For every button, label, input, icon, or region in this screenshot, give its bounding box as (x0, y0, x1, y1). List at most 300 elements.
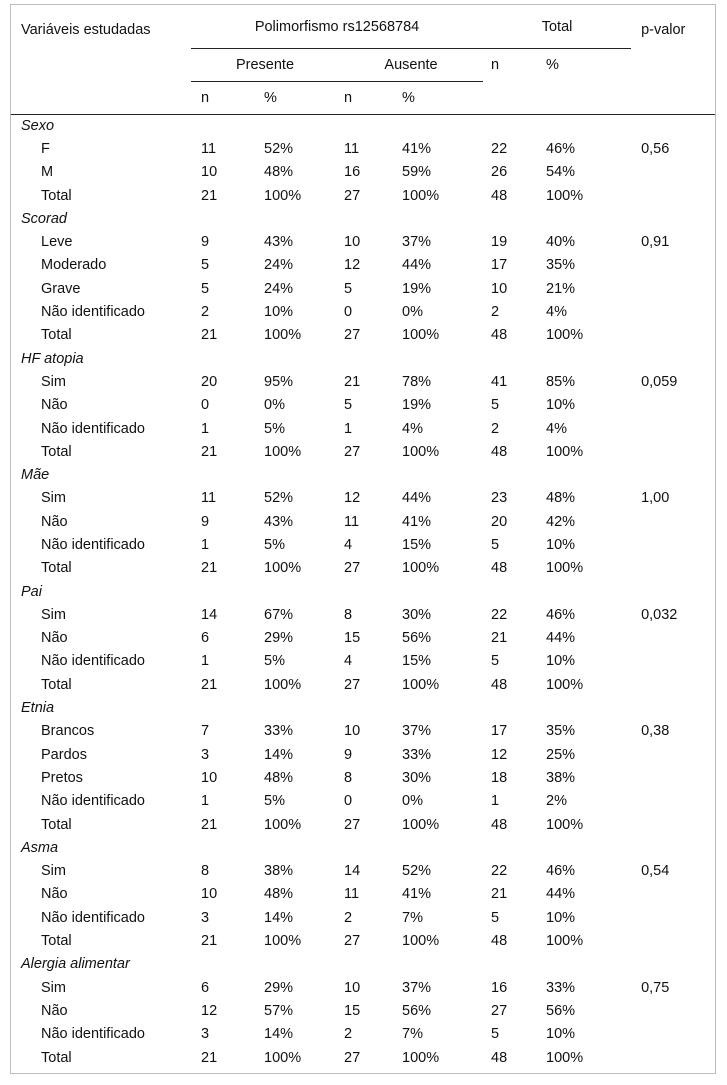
row-label: Grave (41, 280, 81, 297)
present-pct-cell: 52% (264, 490, 294, 507)
total-n-cell: 41 (491, 373, 508, 390)
empty-cell (339, 580, 397, 603)
results-table (11, 15, 715, 1069)
empty-cell (545, 836, 631, 859)
group-row (11, 696, 715, 719)
present-n-cell: 9 (201, 513, 210, 530)
table-row (11, 137, 715, 160)
total-pct-cell: 10% (546, 909, 576, 926)
empty-cell (631, 836, 715, 859)
table-row (11, 370, 715, 393)
table-row (11, 1046, 715, 1069)
total-pct-cell: 100% (546, 1049, 584, 1066)
total-n-cell: 5 (491, 909, 500, 926)
absent-n-cell: 4 (344, 536, 353, 553)
absent-n-cell: 1 (344, 420, 353, 437)
empty-cell (339, 953, 397, 976)
empty-cell (631, 207, 715, 230)
row-label: Não identificado (41, 653, 145, 670)
total-pct-cell: 48% (546, 490, 576, 507)
present-pct-cell: 14% (264, 1026, 294, 1043)
table-row (11, 999, 715, 1022)
table-row (11, 673, 715, 696)
pvalue-cell: 0,91 (641, 234, 670, 251)
table-row (11, 766, 715, 789)
empty-cell (254, 953, 339, 976)
pvalue-cell: 0,75 (641, 979, 670, 996)
present-n-cell: 11 (201, 490, 217, 507)
present-n-cell: 21 (201, 1049, 218, 1066)
row-label: F (41, 140, 50, 157)
empty-cell (631, 627, 715, 650)
row-label: Total (41, 676, 72, 693)
header-present-pct: % (254, 81, 339, 114)
total-pct-cell: 46% (546, 606, 576, 623)
present-n-cell: 3 (201, 746, 210, 763)
total-pct-cell: 100% (546, 933, 584, 950)
absent-pct-cell: 100% (402, 933, 440, 950)
present-n-cell: 1 (201, 793, 210, 810)
table-row (11, 324, 715, 347)
present-n-cell: 3 (201, 909, 210, 926)
total-pct-cell: 4% (546, 420, 568, 437)
empty-cell (254, 696, 339, 719)
total-n-cell: 21 (491, 886, 508, 903)
empty-cell (483, 580, 545, 603)
absent-pct-cell: 100% (402, 1049, 440, 1066)
present-pct-cell: 100% (264, 560, 302, 577)
empty-cell (631, 533, 715, 556)
empty-cell (631, 440, 715, 463)
total-n-cell: 27 (491, 1002, 508, 1019)
empty-cell (631, 510, 715, 533)
present-pct-cell: 38% (264, 863, 294, 880)
absent-n-cell: 10 (344, 979, 361, 996)
absent-n-cell: 8 (344, 769, 353, 786)
absent-pct-cell: 41% (402, 140, 432, 157)
empty-cell (631, 953, 715, 976)
present-n-cell: 5 (201, 257, 210, 274)
present-pct-cell: 67% (264, 606, 294, 623)
absent-n-cell: 0 (344, 304, 353, 321)
total-n-cell: 21 (491, 630, 508, 647)
present-pct-cell: 29% (264, 630, 294, 647)
table-header (11, 15, 715, 114)
total-n-cell: 48 (491, 816, 508, 833)
present-pct-cell: 100% (264, 816, 302, 833)
present-n-cell: 21 (201, 560, 218, 577)
absent-n-cell: 27 (344, 327, 361, 344)
absent-n-cell: 9 (344, 746, 353, 763)
present-pct-cell: 100% (264, 933, 302, 950)
pvalue-cell: 0,56 (641, 140, 670, 157)
table-row (11, 883, 715, 906)
absent-pct-cell: 15% (402, 653, 432, 670)
empty-cell (191, 207, 254, 230)
header-polymorphism (191, 15, 483, 48)
absent-pct-cell: 44% (402, 490, 432, 507)
header-absent-n: n (339, 81, 397, 114)
row-label: Total (41, 1049, 72, 1066)
present-n-cell: 21 (201, 327, 218, 344)
empty-cell (483, 463, 545, 486)
total-pct-cell: 10% (546, 653, 576, 670)
empty-cell (631, 347, 715, 370)
pvalue-cell: 0,059 (641, 373, 678, 390)
header-total-label: Total (541, 19, 573, 36)
total-pct-cell: 10% (546, 1026, 576, 1043)
absent-pct-cell: 4% (402, 420, 423, 437)
row-label: Não (41, 397, 68, 414)
table-row (11, 603, 715, 626)
present-n-cell: 14 (201, 606, 218, 623)
absent-n-cell: 10 (344, 234, 361, 251)
empty-cell (397, 580, 483, 603)
absent-n-cell: 27 (344, 443, 361, 460)
present-n-cell: 2 (201, 304, 210, 321)
absent-n-cell: 27 (344, 560, 361, 577)
empty-cell (631, 300, 715, 323)
total-n-cell: 48 (491, 187, 508, 204)
present-pct-cell: 5% (264, 653, 285, 670)
absent-pct-cell: 59% (402, 164, 432, 181)
present-pct-cell: 43% (264, 234, 294, 251)
table-body (11, 114, 715, 1069)
present-pct-cell: 24% (264, 280, 294, 297)
empty-cell (339, 696, 397, 719)
present-n-cell: 6 (201, 979, 210, 996)
empty-cell (631, 813, 715, 836)
present-pct-cell: 5% (264, 793, 285, 810)
present-n-cell: 20 (201, 373, 218, 390)
absent-n-cell: 11 (344, 140, 360, 157)
table-row (11, 743, 715, 766)
absent-n-cell: 11 (344, 513, 360, 530)
absent-n-cell: 2 (344, 1026, 353, 1043)
empty-cell (191, 696, 254, 719)
row-label: Moderado (41, 257, 107, 274)
present-n-cell: 10 (201, 769, 218, 786)
empty-cell (483, 207, 545, 230)
table-row (11, 790, 715, 813)
table-row (11, 184, 715, 207)
empty-cell (339, 347, 397, 370)
absent-n-cell: 4 (344, 653, 353, 670)
pvalue-cell: 1,00 (641, 490, 670, 507)
present-pct-cell: 48% (264, 769, 294, 786)
absent-pct-cell: 0% (402, 304, 423, 321)
row-label: Não (41, 886, 68, 903)
absent-n-cell: 27 (344, 933, 361, 950)
group-name: Sexo (21, 117, 55, 134)
present-pct-cell: 10% (264, 304, 294, 321)
table-row (11, 254, 715, 277)
header-polymorphism-label: Polimorfismo rs12568784 (254, 19, 420, 36)
total-pct-cell: 4% (546, 304, 568, 321)
present-pct-cell: 52% (264, 140, 294, 157)
present-pct-cell: 100% (264, 676, 302, 693)
row-label: Brancos (41, 723, 95, 740)
table-row (11, 417, 715, 440)
total-n-cell: 17 (491, 257, 508, 274)
empty-cell (483, 347, 545, 370)
empty-cell (191, 463, 254, 486)
empty-cell (631, 580, 715, 603)
total-pct-cell: 44% (546, 630, 576, 647)
empty-cell (397, 347, 483, 370)
empty-cell (545, 953, 631, 976)
absent-n-cell: 15 (344, 630, 361, 647)
row-label: Total (41, 327, 72, 344)
total-n-cell: 22 (491, 606, 508, 623)
absent-pct-cell: 15% (402, 536, 432, 553)
total-pct-cell: 2% (546, 793, 568, 810)
absent-n-cell: 27 (344, 816, 361, 833)
absent-n-cell: 0 (344, 793, 353, 810)
total-n-cell: 48 (491, 1049, 508, 1066)
absent-pct-cell: 33% (402, 746, 432, 763)
absent-pct-cell: 56% (402, 1002, 432, 1019)
total-n-cell: 1 (491, 793, 500, 810)
absent-n-cell: 2 (344, 909, 353, 926)
total-n-cell: 20 (491, 513, 508, 530)
table-row (11, 720, 715, 743)
empty-cell (631, 557, 715, 580)
present-pct-cell: 48% (264, 886, 294, 903)
empty-cell (339, 463, 397, 486)
table-row (11, 557, 715, 580)
present-pct-cell: 29% (264, 979, 294, 996)
empty-cell (397, 836, 483, 859)
table-row (11, 860, 715, 883)
absent-pct-cell: 37% (402, 979, 432, 996)
total-n-cell: 48 (491, 327, 508, 344)
total-pct-cell: 35% (546, 257, 576, 274)
header-present (191, 48, 339, 81)
total-pct-cell: 40% (546, 234, 576, 251)
total-n-cell: 2 (491, 304, 500, 321)
total-pct-cell: 46% (546, 863, 576, 880)
present-pct-cell: 5% (264, 536, 285, 553)
absent-pct-cell: 52% (402, 863, 432, 880)
empty-cell (631, 114, 715, 137)
total-pct-cell: 100% (546, 816, 584, 833)
present-n-cell: 0 (201, 397, 210, 414)
empty-cell (545, 207, 631, 230)
absent-n-cell: 16 (344, 164, 361, 181)
total-pct-cell: 38% (546, 769, 576, 786)
table-row (11, 300, 715, 323)
group-name: HF atopia (21, 350, 84, 367)
total-n-cell: 48 (491, 676, 508, 693)
absent-pct-cell: 0% (402, 793, 423, 810)
empty-cell (483, 696, 545, 719)
absent-n-cell: 12 (344, 257, 361, 274)
empty-cell (483, 953, 545, 976)
row-label: Total (41, 816, 72, 833)
pvalue-cell: 0,38 (641, 723, 670, 740)
row-label: Sim (41, 863, 66, 880)
group-row (11, 463, 715, 486)
row-label: Não identificado (41, 909, 145, 926)
present-n-cell: 21 (201, 933, 218, 950)
total-pct-cell: 10% (546, 397, 576, 414)
total-n-cell: 5 (491, 1026, 500, 1043)
group-name: Asma (21, 839, 59, 856)
row-label: Não identificado (41, 304, 145, 321)
present-n-cell: 10 (201, 164, 218, 181)
table-row (11, 394, 715, 417)
present-n-cell: 3 (201, 1026, 210, 1043)
empty-cell (339, 207, 397, 230)
empty-cell (397, 207, 483, 230)
table-row (11, 906, 715, 929)
empty-cell (631, 790, 715, 813)
table-row (11, 440, 715, 463)
table-row (11, 230, 715, 253)
row-label: M (41, 164, 54, 181)
present-n-cell: 11 (201, 140, 217, 157)
present-n-cell: 21 (201, 676, 218, 693)
total-n-cell: 16 (491, 979, 508, 996)
total-pct-cell: 100% (546, 187, 584, 204)
empty-cell (631, 417, 715, 440)
absent-pct-cell: 19% (402, 280, 432, 297)
header-absent-pct: % (397, 81, 483, 114)
empty-cell (254, 580, 339, 603)
empty-cell (545, 696, 631, 719)
total-n-cell: 17 (491, 723, 508, 740)
empty-cell (397, 114, 483, 137)
pvalue-cell: 0,54 (641, 863, 670, 880)
present-n-cell: 10 (201, 886, 218, 903)
empty-cell (631, 650, 715, 673)
total-pct-cell: 10% (546, 536, 576, 553)
table-row (11, 813, 715, 836)
table-row (11, 487, 715, 510)
row-label: Total (41, 187, 72, 204)
present-pct-cell: 100% (264, 187, 302, 204)
present-pct-cell: 100% (264, 327, 302, 344)
total-n-cell: 5 (491, 653, 500, 670)
group-name: Etnia (21, 700, 55, 717)
row-label: Não identificado (41, 1026, 145, 1043)
present-n-cell: 7 (201, 723, 210, 740)
total-pct-cell: 46% (546, 140, 576, 157)
row-label: Não identificado (41, 420, 145, 437)
absent-pct-cell: 19% (402, 397, 432, 414)
total-pct-cell: 56% (546, 1002, 576, 1019)
absent-pct-cell: 100% (402, 560, 440, 577)
total-pct-cell: 42% (546, 513, 576, 530)
total-pct-cell: 44% (546, 886, 576, 903)
present-pct-cell: 43% (264, 513, 294, 530)
present-n-cell: 12 (201, 1002, 218, 1019)
present-n-cell: 1 (201, 536, 210, 553)
empty-cell (631, 906, 715, 929)
empty-cell (483, 114, 545, 137)
total-n-cell: 12 (491, 746, 508, 763)
empty-cell (545, 580, 631, 603)
empty-cell (631, 184, 715, 207)
total-n-cell: 26 (491, 164, 508, 181)
empty-cell (631, 696, 715, 719)
row-label: Não (41, 513, 68, 530)
header-total-pct: % (545, 48, 631, 81)
row-label: Sim (41, 373, 66, 390)
total-pct-cell: 33% (546, 979, 576, 996)
empty-cell (339, 836, 397, 859)
present-n-cell: 1 (201, 420, 210, 437)
total-n-cell: 22 (491, 863, 508, 880)
total-n-cell: 10 (491, 280, 508, 297)
absent-pct-cell: 44% (402, 257, 432, 274)
row-label: Não (41, 630, 68, 647)
absent-n-cell: 14 (344, 863, 361, 880)
row-label: Total (41, 443, 72, 460)
total-pct-cell: 85% (546, 373, 576, 390)
present-pct-cell: 100% (264, 443, 302, 460)
absent-n-cell: 8 (344, 606, 353, 623)
absent-n-cell: 27 (344, 1049, 361, 1066)
header-blank-1 (483, 81, 545, 114)
absent-n-cell: 27 (344, 676, 361, 693)
absent-n-cell: 5 (344, 280, 353, 297)
absent-pct-cell: 100% (402, 443, 440, 460)
empty-cell (631, 161, 715, 184)
empty-cell (631, 463, 715, 486)
header-blank-2 (545, 81, 631, 114)
empty-cell (191, 836, 254, 859)
empty-cell (254, 114, 339, 137)
present-pct-cell: 33% (264, 723, 294, 740)
row-label: Total (41, 933, 72, 950)
group-name: Mãe (21, 467, 50, 484)
total-n-cell: 22 (491, 140, 508, 157)
present-n-cell: 21 (201, 187, 218, 204)
empty-cell (545, 347, 631, 370)
table-row (11, 510, 715, 533)
total-pct-cell: 100% (546, 676, 584, 693)
table-row (11, 627, 715, 650)
empty-cell (631, 929, 715, 952)
empty-cell (339, 114, 397, 137)
row-label: Não identificado (41, 536, 145, 553)
group-name: Alergia alimentar (21, 956, 130, 973)
empty-cell (631, 394, 715, 417)
absent-n-cell: 11 (344, 886, 360, 903)
row-label: Não identificado (41, 793, 145, 810)
absent-pct-cell: 37% (402, 723, 432, 740)
total-pct-cell: 21% (546, 280, 576, 297)
row-label: Sim (41, 979, 66, 996)
empty-cell (254, 207, 339, 230)
total-n-cell: 48 (491, 933, 508, 950)
header-variables: Variáveis estudadas (21, 22, 151, 38)
present-pct-cell: 100% (264, 1049, 302, 1066)
table-row (11, 161, 715, 184)
absent-pct-cell: 41% (402, 886, 432, 903)
absent-pct-cell: 41% (402, 513, 432, 530)
group-row (11, 347, 715, 370)
empty-cell (191, 580, 254, 603)
group-row (11, 580, 715, 603)
empty-cell (545, 114, 631, 137)
absent-n-cell: 12 (344, 490, 361, 507)
header-present-label: Presente (235, 56, 295, 73)
group-name: Scorad (21, 210, 67, 227)
pvalue-cell: 0,032 (641, 606, 678, 623)
